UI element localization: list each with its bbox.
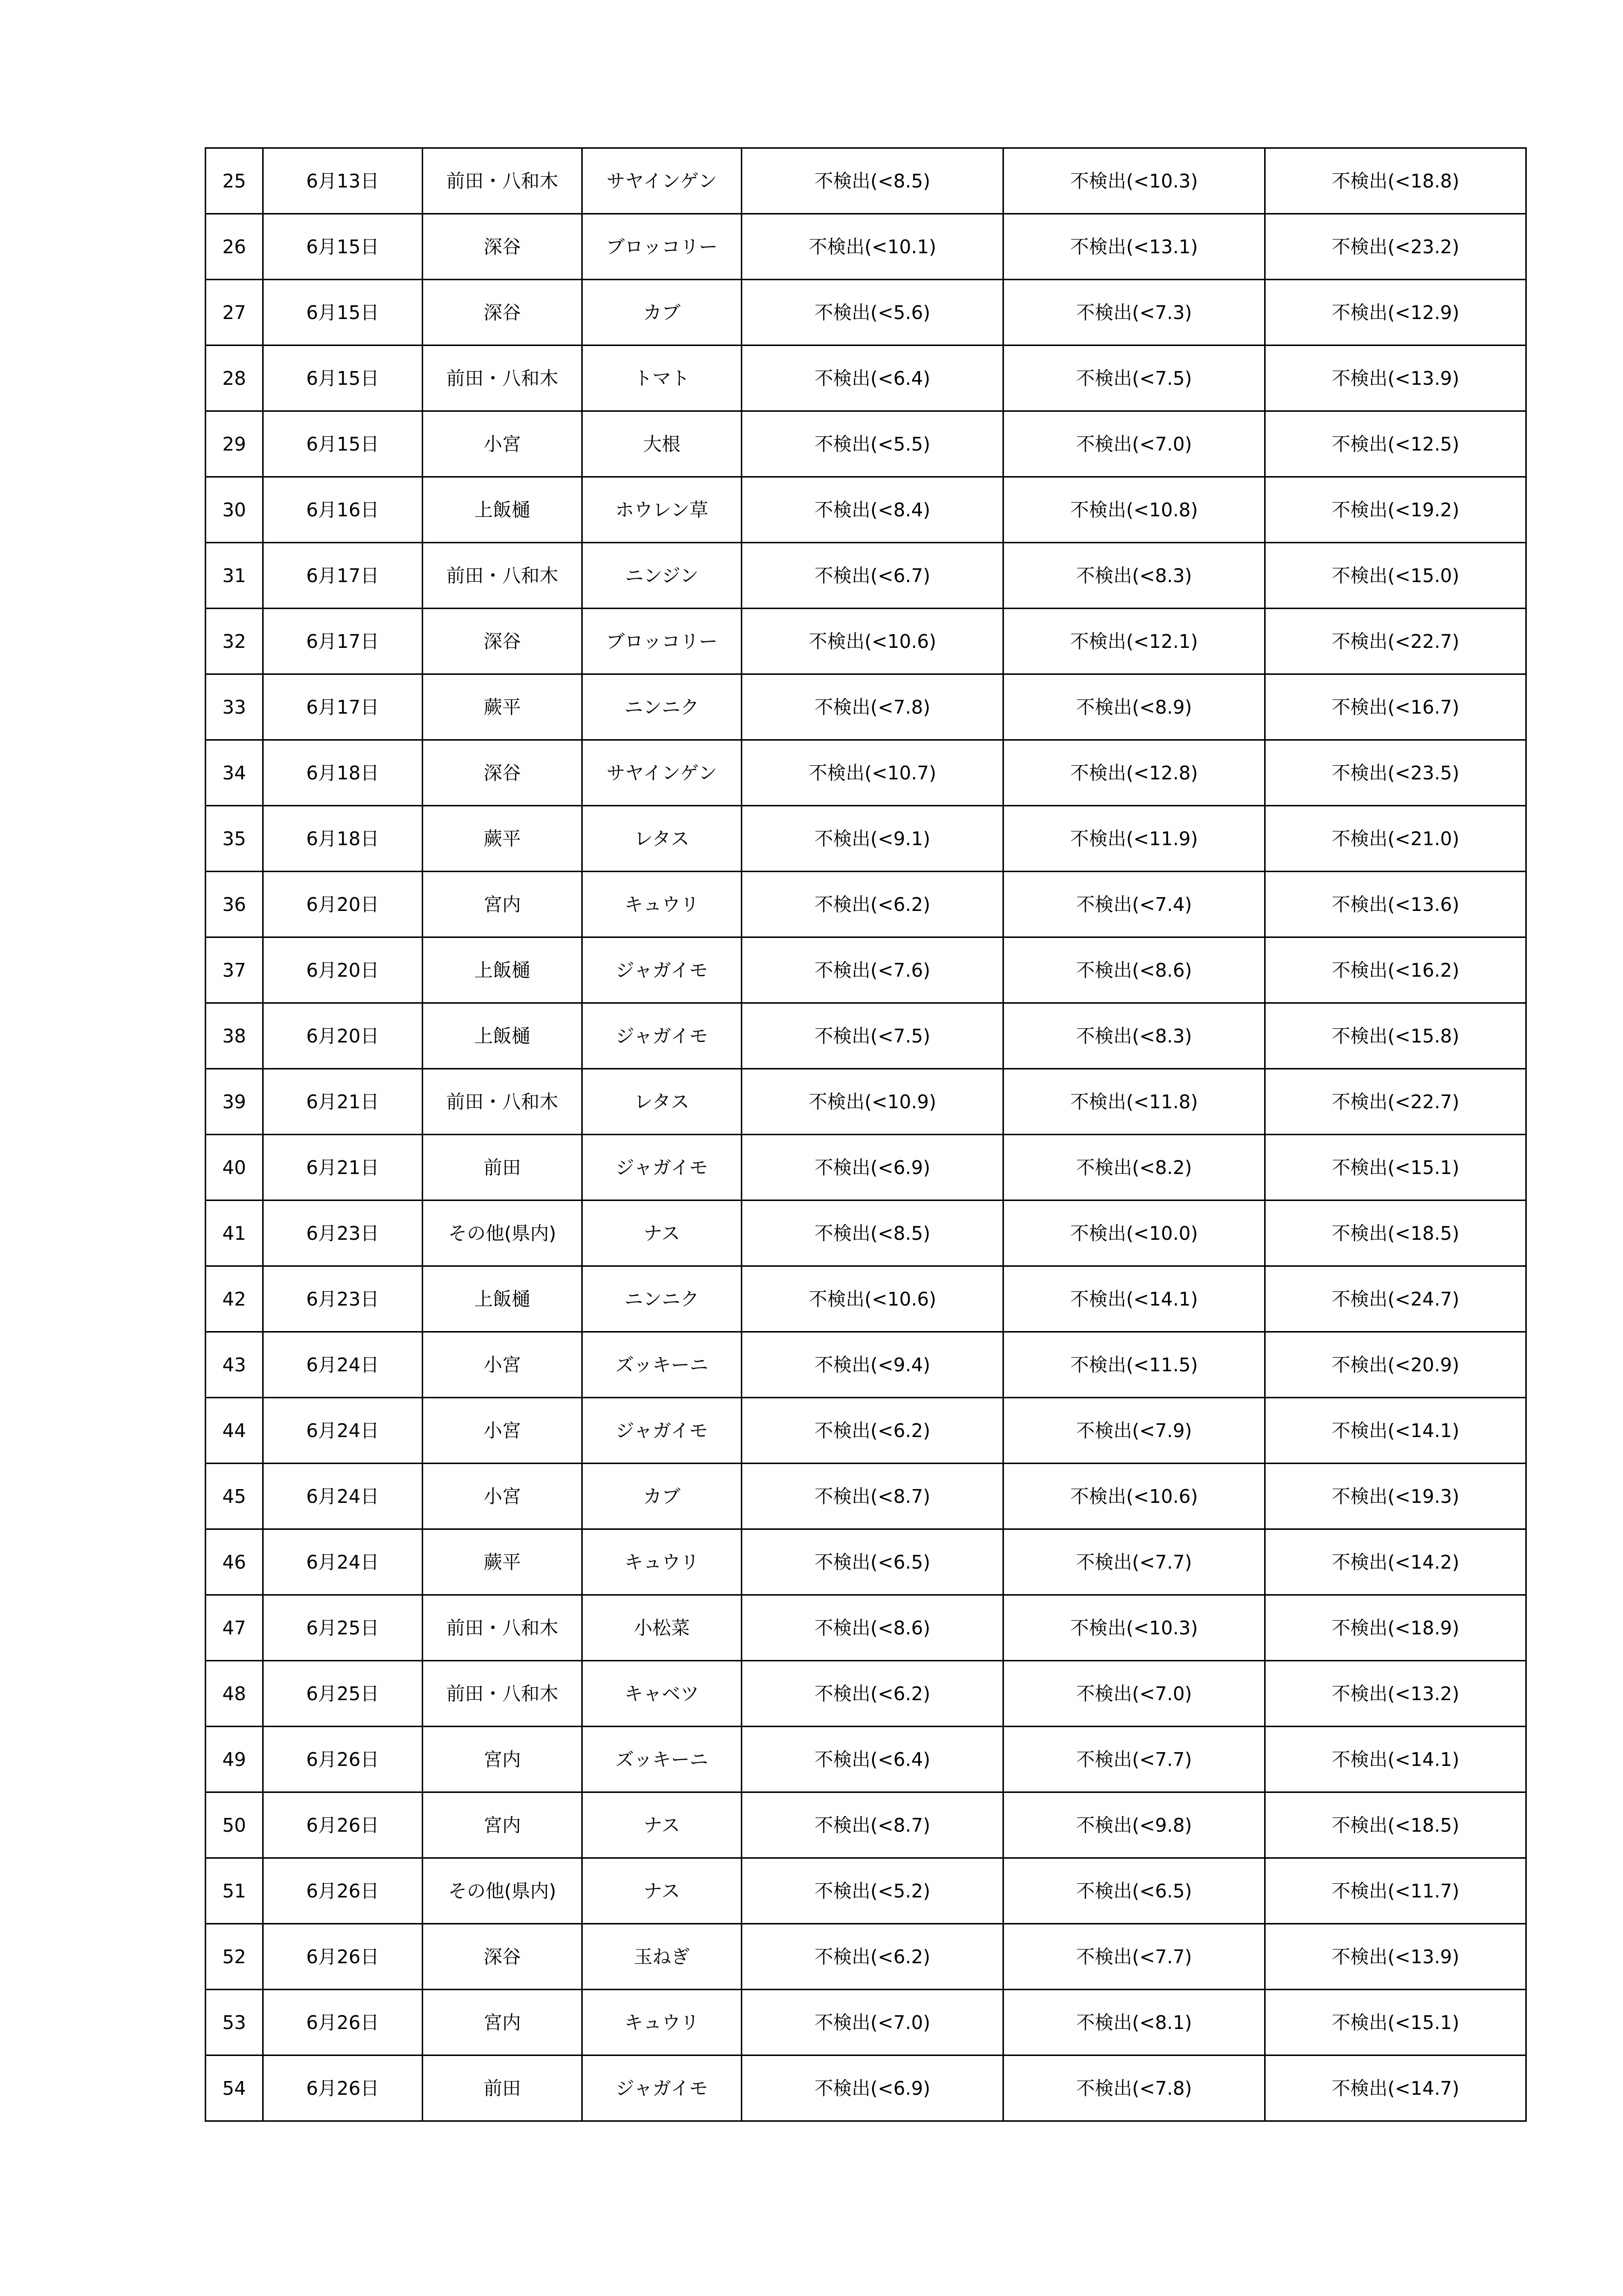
table-row (206, 872, 1526, 937)
date-cell: 6月13日 (263, 148, 423, 214)
result-2-cell: 不検出(<7.9) (1003, 1398, 1265, 1464)
table-row (206, 280, 1526, 346)
date-cell: 6月17日 (263, 543, 423, 609)
item-cell: ニンジン (582, 543, 742, 609)
result-1-cell: 不検出(<6.5) (742, 1529, 1003, 1595)
area-cell: 蕨平 (423, 1529, 582, 1595)
date-cell: 6月15日 (263, 346, 423, 411)
result-1-cell: 不検出(<7.0) (742, 1990, 1003, 2056)
date-cell: 6月17日 (263, 609, 423, 674)
row-number-cell: 46 (206, 1529, 263, 1595)
result-2-cell: 不検出(<6.5) (1003, 1858, 1265, 1924)
row-number-cell: 37 (206, 937, 263, 1003)
area-cell: 前田 (423, 1135, 582, 1201)
result-2-cell: 不検出(<13.1) (1003, 214, 1265, 280)
result-3-cell: 不検出(<14.2) (1265, 1529, 1526, 1595)
item-cell: 大根 (582, 411, 742, 477)
result-2-cell: 不検出(<8.3) (1003, 1003, 1265, 1069)
table-row (206, 937, 1526, 1003)
row-number-cell: 39 (206, 1069, 263, 1135)
item-cell: サヤインゲン (582, 740, 742, 806)
result-2-cell: 不検出(<7.0) (1003, 1661, 1265, 1727)
date-cell: 6月24日 (263, 1529, 423, 1595)
result-1-cell: 不検出(<8.5) (742, 148, 1003, 214)
result-3-cell: 不検出(<14.1) (1265, 1398, 1526, 1464)
area-cell: 深谷 (423, 740, 582, 806)
result-2-cell: 不検出(<8.6) (1003, 937, 1265, 1003)
area-cell: 小宮 (423, 1398, 582, 1464)
result-1-cell: 不検出(<10.1) (742, 214, 1003, 280)
result-1-cell: 不検出(<6.4) (742, 346, 1003, 411)
result-3-cell: 不検出(<13.6) (1265, 872, 1526, 937)
table-row (206, 214, 1526, 280)
result-2-cell: 不検出(<7.5) (1003, 346, 1265, 411)
result-2-cell: 不検出(<10.3) (1003, 148, 1265, 214)
row-number-cell: 33 (206, 674, 263, 740)
row-number-cell: 32 (206, 609, 263, 674)
date-cell: 6月24日 (263, 1332, 423, 1398)
area-cell: 上飯樋 (423, 937, 582, 1003)
item-cell: キュウリ (582, 872, 742, 937)
item-cell: キュウリ (582, 1990, 742, 2056)
result-1-cell: 不検出(<10.7) (742, 740, 1003, 806)
result-2-cell: 不検出(<9.8) (1003, 1792, 1265, 1858)
result-2-cell: 不検出(<7.0) (1003, 411, 1265, 477)
item-cell: カブ (582, 1464, 742, 1529)
result-1-cell: 不検出(<8.4) (742, 477, 1003, 543)
table-row (206, 1201, 1526, 1266)
date-cell: 6月16日 (263, 477, 423, 543)
date-cell: 6月15日 (263, 411, 423, 477)
table-row (206, 1069, 1526, 1135)
table-row (206, 609, 1526, 674)
result-2-cell: 不検出(<14.1) (1003, 1266, 1265, 1332)
table-row (206, 806, 1526, 872)
table-row (206, 1661, 1526, 1727)
area-cell: 前田・八和木 (423, 346, 582, 411)
result-3-cell: 不検出(<18.8) (1265, 148, 1526, 214)
item-cell: ジャガイモ (582, 1135, 742, 1201)
result-3-cell: 不検出(<15.8) (1265, 1003, 1526, 1069)
result-2-cell: 不検出(<10.8) (1003, 477, 1265, 543)
date-cell: 6月17日 (263, 674, 423, 740)
item-cell: ジャガイモ (582, 1003, 742, 1069)
date-cell: 6月24日 (263, 1398, 423, 1464)
table-row (206, 1595, 1526, 1661)
result-3-cell: 不検出(<21.0) (1265, 806, 1526, 872)
date-cell: 6月20日 (263, 937, 423, 1003)
area-cell: 前田・八和木 (423, 148, 582, 214)
table-row (206, 1990, 1526, 2056)
result-1-cell: 不検出(<8.7) (742, 1792, 1003, 1858)
area-cell: 宮内 (423, 872, 582, 937)
item-cell: ブロッコリー (582, 214, 742, 280)
result-1-cell: 不検出(<6.9) (742, 1135, 1003, 1201)
item-cell: ブロッコリー (582, 609, 742, 674)
result-3-cell: 不検出(<22.7) (1265, 1069, 1526, 1135)
result-2-cell: 不検出(<7.7) (1003, 1727, 1265, 1792)
table-row (206, 1792, 1526, 1858)
result-1-cell: 不検出(<6.2) (742, 1924, 1003, 1990)
result-3-cell: 不検出(<16.7) (1265, 674, 1526, 740)
row-number-cell: 38 (206, 1003, 263, 1069)
area-cell: 蕨平 (423, 674, 582, 740)
result-3-cell: 不検出(<15.0) (1265, 543, 1526, 609)
result-2-cell: 不検出(<10.0) (1003, 1201, 1265, 1266)
row-number-cell: 35 (206, 806, 263, 872)
result-3-cell: 不検出(<18.9) (1265, 1595, 1526, 1661)
result-1-cell: 不検出(<7.8) (742, 674, 1003, 740)
table-row (206, 1924, 1526, 1990)
table-row (206, 148, 1526, 214)
area-cell: 上飯樋 (423, 477, 582, 543)
date-cell: 6月24日 (263, 1464, 423, 1529)
row-number-cell: 51 (206, 1858, 263, 1924)
result-3-cell: 不検出(<13.9) (1265, 346, 1526, 411)
result-1-cell: 不検出(<6.9) (742, 2056, 1003, 2121)
item-cell: ニンニク (582, 674, 742, 740)
table-row (206, 2056, 1526, 2121)
table-row (206, 543, 1526, 609)
area-cell: 小宮 (423, 1332, 582, 1398)
date-cell: 6月26日 (263, 1924, 423, 1990)
result-3-cell: 不検出(<14.7) (1265, 2056, 1526, 2121)
results-table (205, 147, 1527, 2122)
item-cell: レタス (582, 1069, 742, 1135)
row-number-cell: 50 (206, 1792, 263, 1858)
area-cell: その他(県内) (423, 1858, 582, 1924)
date-cell: 6月23日 (263, 1266, 423, 1332)
result-1-cell: 不検出(<5.5) (742, 411, 1003, 477)
result-2-cell: 不検出(<7.7) (1003, 1529, 1265, 1595)
item-cell: ホウレン草 (582, 477, 742, 543)
area-cell: 前田 (423, 2056, 582, 2121)
table-row (206, 740, 1526, 806)
result-2-cell: 不検出(<7.3) (1003, 280, 1265, 346)
area-cell: 深谷 (423, 609, 582, 674)
area-cell: 前田・八和木 (423, 1595, 582, 1661)
table-row (206, 674, 1526, 740)
row-number-cell: 47 (206, 1595, 263, 1661)
area-cell: 小宮 (423, 411, 582, 477)
item-cell: レタス (582, 806, 742, 872)
date-cell: 6月25日 (263, 1595, 423, 1661)
result-2-cell: 不検出(<8.9) (1003, 674, 1265, 740)
result-1-cell: 不検出(<10.6) (742, 1266, 1003, 1332)
result-3-cell: 不検出(<12.5) (1265, 411, 1526, 477)
result-2-cell: 不検出(<11.5) (1003, 1332, 1265, 1398)
date-cell: 6月26日 (263, 1727, 423, 1792)
result-1-cell: 不検出(<6.2) (742, 1398, 1003, 1464)
date-cell: 6月20日 (263, 1003, 423, 1069)
row-number-cell: 27 (206, 280, 263, 346)
table-row (206, 1332, 1526, 1398)
table-row (206, 1398, 1526, 1464)
result-3-cell: 不検出(<16.2) (1265, 937, 1526, 1003)
result-3-cell: 不検出(<19.3) (1265, 1464, 1526, 1529)
item-cell: 小松菜 (582, 1595, 742, 1661)
result-2-cell: 不検出(<8.2) (1003, 1135, 1265, 1201)
date-cell: 6月21日 (263, 1069, 423, 1135)
result-3-cell: 不検出(<15.1) (1265, 1135, 1526, 1201)
item-cell: サヤインゲン (582, 148, 742, 214)
row-number-cell: 25 (206, 148, 263, 214)
result-2-cell: 不検出(<8.3) (1003, 543, 1265, 609)
item-cell: ズッキーニ (582, 1332, 742, 1398)
item-cell: キュウリ (582, 1529, 742, 1595)
result-3-cell: 不検出(<13.2) (1265, 1661, 1526, 1727)
area-cell: 前田・八和木 (423, 1069, 582, 1135)
table-row (206, 411, 1526, 477)
item-cell: ジャガイモ (582, 937, 742, 1003)
area-cell: 宮内 (423, 1990, 582, 2056)
area-cell: 宮内 (423, 1727, 582, 1792)
date-cell: 6月26日 (263, 1858, 423, 1924)
row-number-cell: 31 (206, 543, 263, 609)
result-1-cell: 不検出(<8.5) (742, 1201, 1003, 1266)
area-cell: 前田・八和木 (423, 543, 582, 609)
item-cell: ジャガイモ (582, 1398, 742, 1464)
date-cell: 6月26日 (263, 1990, 423, 2056)
item-cell: ナス (582, 1792, 742, 1858)
row-number-cell: 34 (206, 740, 263, 806)
area-cell: 上飯樋 (423, 1003, 582, 1069)
result-1-cell: 不検出(<9.4) (742, 1332, 1003, 1398)
table-row (206, 346, 1526, 411)
table-row (206, 1727, 1526, 1792)
row-number-cell: 45 (206, 1464, 263, 1529)
result-3-cell: 不検出(<23.2) (1265, 214, 1526, 280)
result-3-cell: 不検出(<23.5) (1265, 740, 1526, 806)
row-number-cell: 43 (206, 1332, 263, 1398)
table-row (206, 1003, 1526, 1069)
table-row (206, 477, 1526, 543)
result-1-cell: 不検出(<8.7) (742, 1464, 1003, 1529)
table-row (206, 1464, 1526, 1529)
result-1-cell: 不検出(<10.6) (742, 609, 1003, 674)
area-cell: 上飯樋 (423, 1266, 582, 1332)
result-1-cell: 不検出(<8.6) (742, 1595, 1003, 1661)
area-cell: 小宮 (423, 1464, 582, 1529)
item-cell: ズッキーニ (582, 1727, 742, 1792)
result-2-cell: 不検出(<7.4) (1003, 872, 1265, 937)
item-cell: ジャガイモ (582, 2056, 742, 2121)
result-1-cell: 不検出(<9.1) (742, 806, 1003, 872)
result-2-cell: 不検出(<12.1) (1003, 609, 1265, 674)
date-cell: 6月18日 (263, 806, 423, 872)
item-cell: トマト (582, 346, 742, 411)
area-cell: 深谷 (423, 280, 582, 346)
result-1-cell: 不検出(<6.2) (742, 1661, 1003, 1727)
result-3-cell: 不検出(<18.5) (1265, 1201, 1526, 1266)
result-1-cell: 不検出(<7.5) (742, 1003, 1003, 1069)
table-row (206, 1858, 1526, 1924)
row-number-cell: 36 (206, 872, 263, 937)
date-cell: 6月25日 (263, 1661, 423, 1727)
item-cell: ナス (582, 1201, 742, 1266)
result-1-cell: 不検出(<6.7) (742, 543, 1003, 609)
item-cell: ニンニク (582, 1266, 742, 1332)
row-number-cell: 52 (206, 1924, 263, 1990)
area-cell: 蕨平 (423, 806, 582, 872)
date-cell: 6月26日 (263, 2056, 423, 2121)
result-1-cell: 不検出(<5.6) (742, 280, 1003, 346)
row-number-cell: 54 (206, 2056, 263, 2121)
date-cell: 6月15日 (263, 280, 423, 346)
row-number-cell: 30 (206, 477, 263, 543)
result-1-cell: 不検出(<7.6) (742, 937, 1003, 1003)
date-cell: 6月26日 (263, 1792, 423, 1858)
row-number-cell: 49 (206, 1727, 263, 1792)
result-3-cell: 不検出(<11.7) (1265, 1858, 1526, 1924)
row-number-cell: 53 (206, 1990, 263, 2056)
result-1-cell: 不検出(<5.2) (742, 1858, 1003, 1924)
result-2-cell: 不検出(<7.7) (1003, 1924, 1265, 1990)
row-number-cell: 40 (206, 1135, 263, 1201)
result-1-cell: 不検出(<6.4) (742, 1727, 1003, 1792)
item-cell: ナス (582, 1858, 742, 1924)
result-1-cell: 不検出(<6.2) (742, 872, 1003, 937)
row-number-cell: 26 (206, 214, 263, 280)
result-3-cell: 不検出(<12.9) (1265, 280, 1526, 346)
row-number-cell: 48 (206, 1661, 263, 1727)
row-number-cell: 41 (206, 1201, 263, 1266)
date-cell: 6月21日 (263, 1135, 423, 1201)
area-cell: 深谷 (423, 1924, 582, 1990)
item-cell: カブ (582, 280, 742, 346)
area-cell: その他(県内) (423, 1201, 582, 1266)
result-3-cell: 不検出(<24.7) (1265, 1266, 1526, 1332)
item-cell: キャベツ (582, 1661, 742, 1727)
result-2-cell: 不検出(<7.8) (1003, 2056, 1265, 2121)
row-number-cell: 42 (206, 1266, 263, 1332)
table-row (206, 1135, 1526, 1201)
result-3-cell: 不検出(<22.7) (1265, 609, 1526, 674)
result-2-cell: 不検出(<8.1) (1003, 1990, 1265, 2056)
row-number-cell: 29 (206, 411, 263, 477)
area-cell: 前田・八和木 (423, 1661, 582, 1727)
result-3-cell: 不検出(<19.2) (1265, 477, 1526, 543)
row-number-cell: 28 (206, 346, 263, 411)
date-cell: 6月20日 (263, 872, 423, 937)
table-row (206, 1529, 1526, 1595)
result-2-cell: 不検出(<11.9) (1003, 806, 1265, 872)
result-3-cell: 不検出(<13.9) (1265, 1924, 1526, 1990)
area-cell: 深谷 (423, 214, 582, 280)
date-cell: 6月15日 (263, 214, 423, 280)
results-body (206, 148, 1526, 2121)
item-cell: 玉ねぎ (582, 1924, 742, 1990)
result-3-cell: 不検出(<15.1) (1265, 1990, 1526, 2056)
result-2-cell: 不検出(<11.8) (1003, 1069, 1265, 1135)
result-3-cell: 不検出(<14.1) (1265, 1727, 1526, 1792)
date-cell: 6月18日 (263, 740, 423, 806)
result-3-cell: 不検出(<18.5) (1265, 1792, 1526, 1858)
table-row (206, 1266, 1526, 1332)
result-2-cell: 不検出(<10.6) (1003, 1464, 1265, 1529)
row-number-cell: 44 (206, 1398, 263, 1464)
result-2-cell: 不検出(<10.3) (1003, 1595, 1265, 1661)
result-1-cell: 不検出(<10.9) (742, 1069, 1003, 1135)
result-3-cell: 不検出(<20.9) (1265, 1332, 1526, 1398)
result-2-cell: 不検出(<12.8) (1003, 740, 1265, 806)
area-cell: 宮内 (423, 1792, 582, 1858)
date-cell: 6月23日 (263, 1201, 423, 1266)
